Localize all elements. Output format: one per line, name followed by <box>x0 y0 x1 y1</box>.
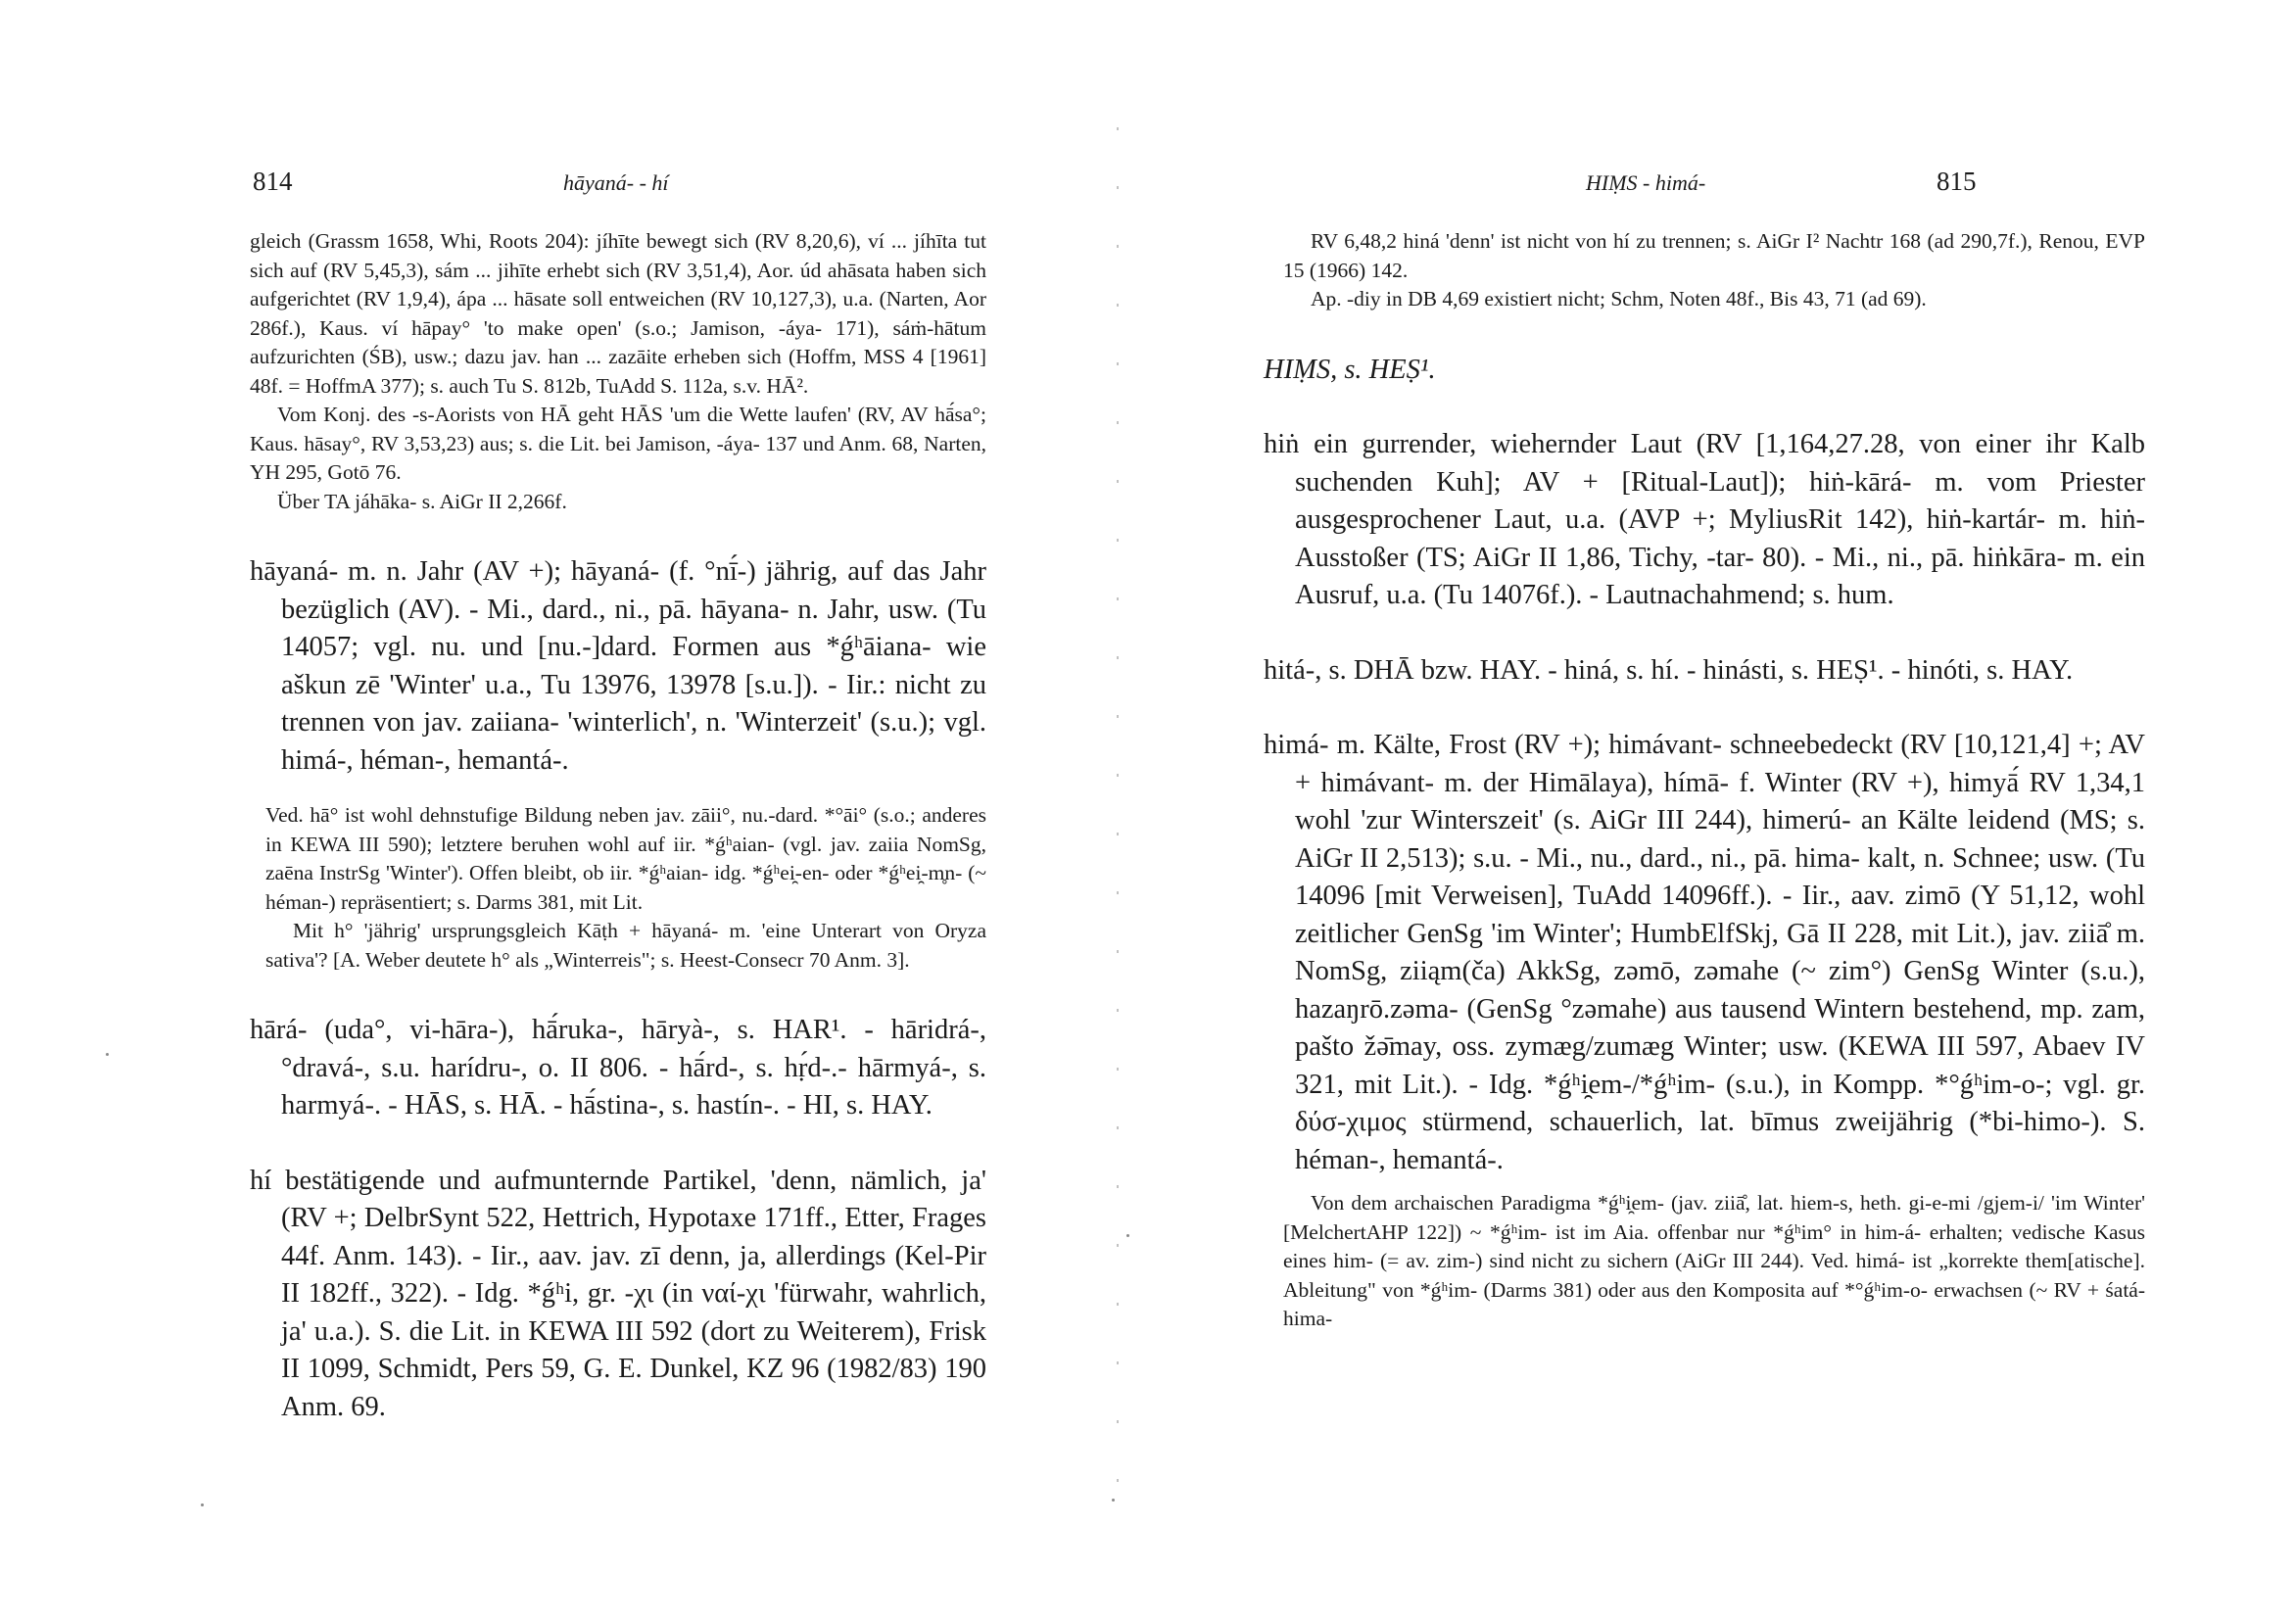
scan-speck <box>106 1053 109 1056</box>
entry-hayana: hāyaná- m. n. Jahr (AV +); hāyaná- (f. °nī́-) jährig, auf das Jahr bezüglich (AV). - Mi., dard., ni., pā. hāyana- n. Jahr, usw. (Tu 14057; vgl. nu. und [nu.-]dard. Formen aus *ǵʰāiana- wie aškun zē 'Winter' u.a., Tu 13976, 13978 [s.u.]). - Iir.: nicht zu trennen von jav. zaiiana- 'winterlich', n. 'Winterzeit' (s.u.); vgl. himá-, héman-, hemantá-. <box>250 556 986 776</box>
entry-hi: hí bestätigende und aufmunternde Partikel, 'denn, nämlich, ja' (RV +; DelbrSynt 522, Hettrich, Hypotaxe 171ff., Etter, Frages 44f. Anm. 143). - Iir., aav. jav. zī denn, ja, allerdings (Kel-Pir II 182ff., 322). - Idg. *ǵʰi, gr. -χι (in ναί-χι 'fürwahr, wahrlich, ja' u.a.). S. die Lit. in KEWA III 592 (dort zu Weiterem), Frisk II 1099, Schmidt, Pers 59, G. E. Dunkel, KZ 96 (1982/83) 190 Anm. 69. <box>250 1165 986 1422</box>
entry-hims: HIṂS, s. HEṢ¹. <box>1264 354 1436 385</box>
left-page <box>0 0 1126 1622</box>
left-column <box>250 227 986 1426</box>
scan-speck <box>201 1503 204 1506</box>
left-running-head: hāyaná- - hí <box>563 170 669 195</box>
right-column <box>1264 227 2145 1334</box>
paragraph-konj: Vom Konj. des -s-Aorists von HĀ geht HĀS 'um die Wette laufen' (RV, AV hā́sa°; Kaus. hāsay°, RV 3,53,23) aus; s. die Lit. bei Jamison, -áya- 137 und Anm. 68, Narten, YH 295, Gotō 76. <box>250 403 986 484</box>
note-mit-h: Mit h° 'jährig' ursprungsgleich Kāṭh + hāyaná- m. 'eine Unterart von Oryza sativa'? [A. Weber deutete h° als „Winterreis"; s. Heest-Consecr 70 Anm. 3]. <box>265 919 986 972</box>
entry-hin: hiṅ ein gurrender, wiehernder Laut (RV [1,164,27.28, von einer ihr Kalb suchenden Kuh]; AV + [Ritual-Laut]); hiṅ-kārá- m. vom Priester ausgesprochener Laut, u.a. (AVP +; MyliusRit 142), hiṅ-kartár- m. hiṅ-Ausstoßer (TS; AiGr II 1,86, Tichy, -tar- 80). - Mi., ni., pā. hiṅkāra- m. ein Ausruf, u.a. (Tu 14076f.). - Lautnachahmend; s. hum. <box>1264 429 2145 610</box>
note-ved-ha: Ved. hā° ist wohl dehnstufige Bildung neben jav. zāii°, nu.-dard. *°āi° (s.o.; anderes in KEWA III 590); letztere beruhen wohl auf iir. *ǵʰaian- (vgl. jav. zaiia NomSg, zaēna InstrSg 'Winter'). Offen bleibt, ob iir. *ǵʰaian- idg. *ǵʰei̯-en- oder *ǵʰei̯-m̥n- (~ héman-) repräsentiert; s. Darms 381, mit Lit. <box>265 803 986 914</box>
left-page-number: 814 <box>253 167 293 196</box>
scan-speck <box>1126 1234 1129 1237</box>
paragraph-ueber-ta: Über TA jáhāka- s. AiGr II 2,266f. <box>277 489 567 513</box>
right-page-number: 815 <box>1937 167 1977 196</box>
paragraph-gleich: gleich (Grassm 1658, Whi, Roots 204): jíhīte bewegt sich (RV 8,20,6), ví ... jíhīta tut sich auf (RV 5,45,3), sám ... jihīte erhebt sich (RV 3,51,4), Aor. úd ahāsata haben sich aufgerichtet (RV 1,9,4), ápa ... hāsate soll entweichen (RV 10,127,3), u.a. (Narten, Aor 286f.), Kaus. ví hāpay° 'to make open' (s.o.; Jamison, -áya- 171), sáṁ-hātum aufzurichten (ŚB), usw.; dazu jav. han ... zazāite erheben sich (Hoffm, MSS 4 [1961] 48f. = HoffmA 377); s. auch Tu S. 812b, TuAdd S. 112a, s.v. HĀ². <box>250 229 986 398</box>
paragraph-rv-hina: RV 6,48,2 hiná 'denn' ist nicht von hí zu trennen; s. AiGr I² Nachtr 168 (ad 290,7f.), Renou, EVP 15 (1966) 142. <box>1283 229 2145 282</box>
entry-hita: hitá-, s. DHĀ bzw. HAY. - hiná, s. hí. - hinásti, s. HEṢ¹. - hinóti, s. HAY. <box>1264 654 2074 686</box>
note-archaic-paradigm: Von dem archaischen Paradigma *ǵʰi̯em- (jav. ziiā̊, lat. hiem-s, heth. gi-e-mi /gjem-i/ 'im Winter' [MelchertAHP 122]) ~ *ǵʰim- ist im Aia. offenbar nur *ǵʰim° in him-á- erhalten; vedische Kasus eines him- (= av. zim-) sind nicht zu sichern (AiGr III 244). Ved. himá- ist „korrekte them[atische]. Ableitung" von *ǵʰim- (Darms 381) oder aus den Komposita auf *°ǵʰim-o- erwachsen (~ RV + śatá-hima- <box>1283 1191 2145 1330</box>
scan-speck <box>1112 1499 1115 1502</box>
entry-hima: himá- m. Kälte, Frost (RV +); himávant- schneebedeckt (RV [10,121,4] +; AV + himávant- m. der Himālaya), hímā- f. Winter (RV +), himyā́ RV 1,34,1 wohl 'zur Winterszeit' (s. AiGr III 244), himerú- an Kälte leidend (MS; s. AiGr II 2,513); s.u. - Mi., nu., dard., ni., pā. hima- kalt, n. Schnee; usw. (Tu 14096 [mit Verweisen], TuAdd 14096ff.). - Iir., aav. zimō (Y 51,12, wohl zeitlicher GenSg 'im Winter'; HumbElfSkj, Gā II 228, mit Lit.), jav. ziiā̊ m. NomSg, ziiąm(ča) AkkSg, zəmō, zəmahe (~ zim°) GenSg Winter (s.u.), hazaŋrō.zəma- (GenSg °zəmahe) aus tausend Wintern bestehend, mp. zam, pašto žə̄may, oss. zymæg/zumæg Winter; usw. (KEWA III 597, Abaev IV 321, mit Lit.). - Idg. *ǵʰi̯em-/*ǵʰim- (s.u.), in Kompp. *°ǵʰim-o-; vgl. gr. δύσ-χιμος stürmend, schauerlich, lat. bīmus zweijährig (*bi-himo-). S. héman-, hemantá-. <box>1264 730 2145 1175</box>
paragraph-ap-diy: Ap. -diy in DB 4,69 existiert nicht; Schm, Noten 48f., Bis 43, 71 (ad 69). <box>1311 287 1927 310</box>
right-running-head: HIṂS - himá- <box>1586 170 1706 195</box>
right-page <box>1148 0 2296 1622</box>
entry-hara: hārá- (uda°, vi-hāra-), hā́ruka-, hāryà-, s. HAR¹. - hāridrá-, °dravá-, s.u. harídru-, o. II 806. - hā́rd-, s. hṛ́d-.- hārmyá-, s. harmyá-. - HĀS, s. HĀ. - hā́stina-, s. hastín-. - HI, s. HAY. <box>250 1015 986 1121</box>
page-gutter <box>1117 127 1119 1499</box>
